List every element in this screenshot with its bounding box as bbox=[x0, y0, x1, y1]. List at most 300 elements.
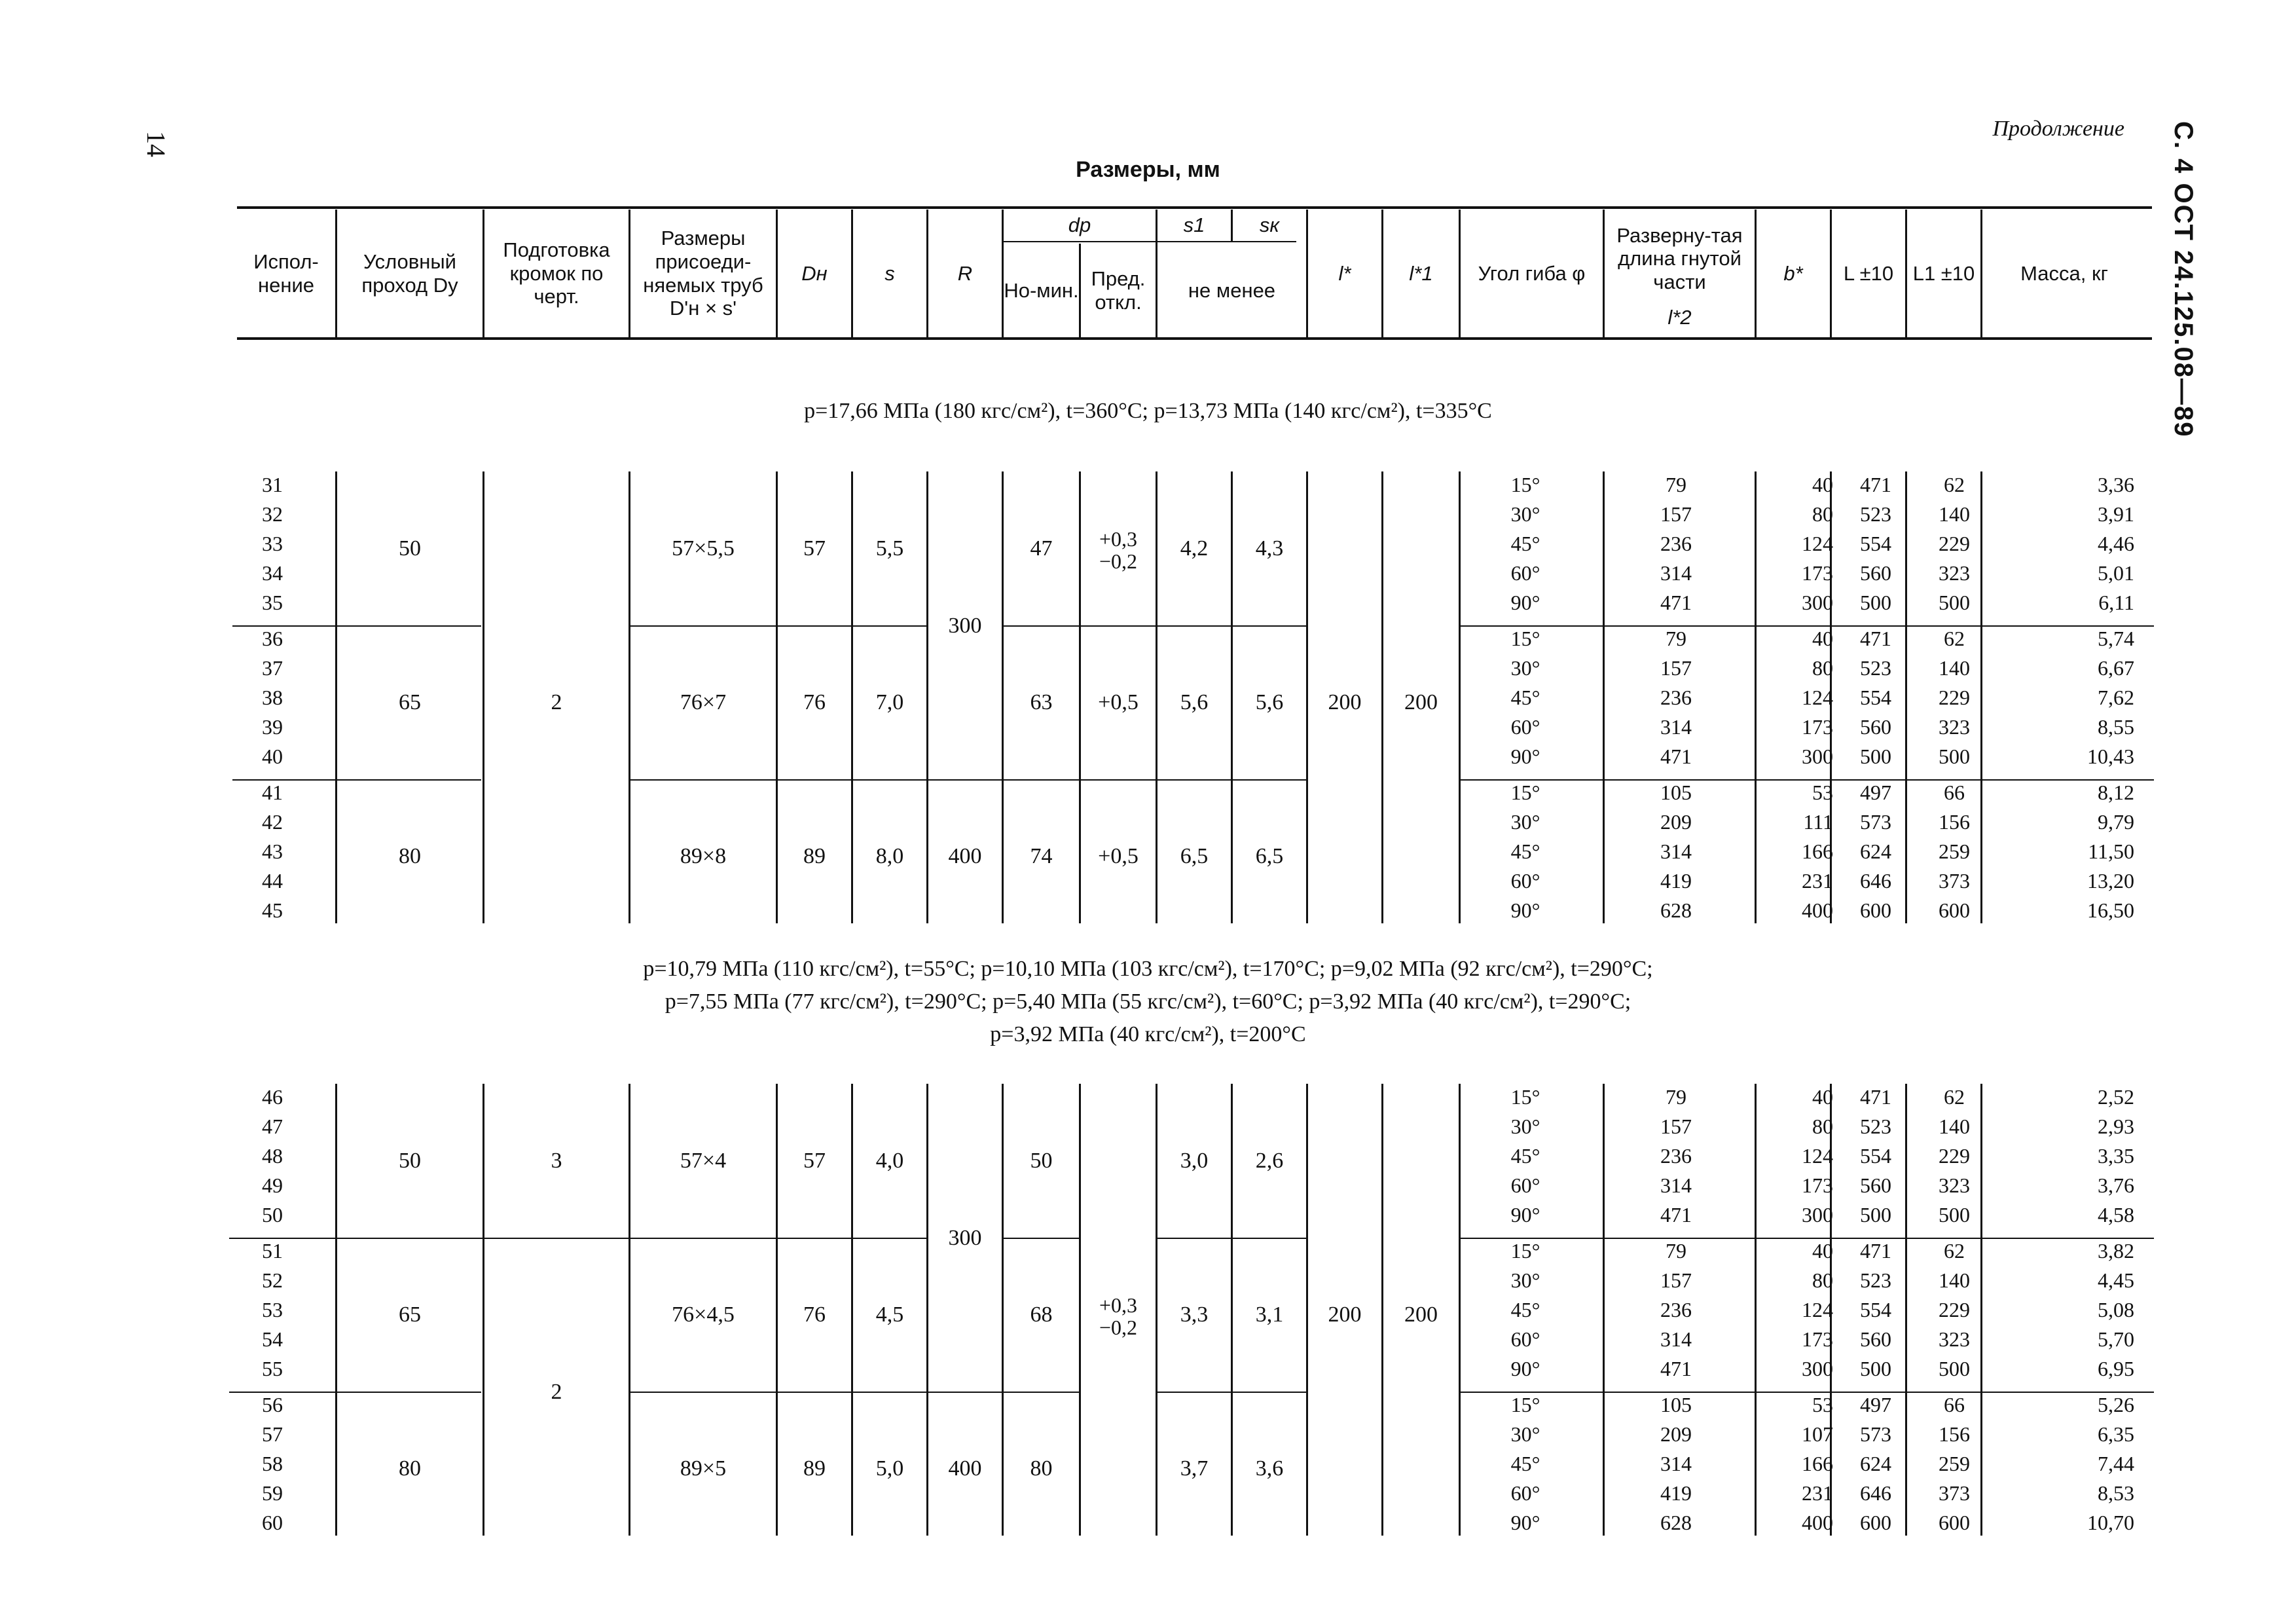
pipe-dims-89x5: 89×5 bbox=[680, 1456, 727, 1481]
dy-80: 80 bbox=[399, 1456, 421, 1481]
R-400: 400 bbox=[948, 844, 982, 868]
mass-value: 3,91 bbox=[2098, 502, 2134, 526]
b-value: 173 bbox=[1802, 561, 1833, 585]
header-execution: Испол-нение bbox=[253, 249, 319, 297]
table-row bbox=[0, 1390, 2296, 1420]
dy-80: 80 bbox=[399, 844, 421, 868]
L-value: 500 bbox=[1860, 1357, 1891, 1380]
execution-number: 54 bbox=[262, 1327, 283, 1351]
s-4.0: 4,0 bbox=[875, 1149, 904, 1173]
bend-angle: 45° bbox=[1510, 1452, 1540, 1475]
header-R: R bbox=[957, 261, 973, 285]
L-value: 500 bbox=[1860, 591, 1891, 614]
b-value: 300 bbox=[1802, 745, 1833, 768]
b-value: 166 bbox=[1802, 1452, 1833, 1475]
sk-3.6: 3,6 bbox=[1255, 1456, 1284, 1481]
mass-value: 3,82 bbox=[2098, 1239, 2134, 1263]
s-4.5: 4,5 bbox=[875, 1302, 904, 1327]
dp-47: 47 bbox=[1030, 536, 1053, 561]
s1-5.6: 5,6 bbox=[1180, 690, 1209, 714]
s1-6.5: 6,5 bbox=[1180, 844, 1209, 868]
header-s: s bbox=[884, 261, 895, 285]
unfolded-length: 314 bbox=[1660, 1327, 1692, 1351]
execution-number: 48 bbox=[262, 1144, 283, 1168]
L1-value: 62 bbox=[1944, 627, 1965, 650]
L1-value: 140 bbox=[1939, 1268, 1970, 1292]
table-row bbox=[0, 624, 2296, 654]
bend-angle: 30° bbox=[1510, 1268, 1540, 1292]
R-400: 400 bbox=[948, 1456, 982, 1481]
unfolded-length: 314 bbox=[1660, 1173, 1692, 1197]
bend-angle: 45° bbox=[1510, 840, 1540, 863]
header-pipe-dims: Размеры присоеди-няемых труб D'н × s' bbox=[643, 227, 763, 320]
execution-number: 50 bbox=[262, 1203, 283, 1227]
b-value: 124 bbox=[1802, 1298, 1833, 1321]
header-dp-tolerance: Пред. откл. bbox=[1091, 267, 1146, 314]
header-nominal-bore: Условный проход Dу bbox=[361, 249, 458, 297]
L-value: 624 bbox=[1860, 1452, 1891, 1475]
header-dp-nominal: Но-мин. bbox=[1004, 278, 1079, 302]
mass-value: 3,36 bbox=[2098, 473, 2134, 496]
L-value: 471 bbox=[1860, 627, 1891, 650]
header-l: l* bbox=[1338, 261, 1351, 285]
bend-angle: 45° bbox=[1510, 686, 1540, 709]
dn-57: 57 bbox=[803, 1149, 826, 1173]
execution-number: 58 bbox=[262, 1452, 283, 1475]
unfolded-length: 157 bbox=[1660, 1268, 1692, 1292]
dn-89: 89 bbox=[803, 844, 826, 868]
execution-number: 38 bbox=[262, 686, 283, 709]
section2-condition-line3: p=3,92 МПа (40 кгс/см²), t=200°С bbox=[990, 1022, 1306, 1046]
L-value: 554 bbox=[1860, 1144, 1891, 1168]
table-row bbox=[0, 1200, 2296, 1230]
L1-value: 600 bbox=[1939, 898, 1970, 922]
mass-value: 6,67 bbox=[2098, 656, 2134, 680]
L-value: 646 bbox=[1860, 869, 1891, 893]
unfolded-length: 419 bbox=[1660, 869, 1692, 893]
L1-value: 229 bbox=[1939, 532, 1970, 555]
header-l1: l*1 bbox=[1409, 261, 1433, 285]
mass-value: 5,70 bbox=[2098, 1327, 2134, 1351]
L-value: 497 bbox=[1860, 1393, 1891, 1416]
mass-value: 10,70 bbox=[2087, 1511, 2134, 1534]
bend-angle: 15° bbox=[1510, 1085, 1540, 1109]
b-value: 53 bbox=[1812, 781, 1833, 804]
sk-4.3: 4,3 bbox=[1255, 536, 1284, 561]
bend-angle: 30° bbox=[1510, 1422, 1540, 1446]
L1-value: 373 bbox=[1939, 1481, 1970, 1505]
b-value: 231 bbox=[1802, 1481, 1833, 1505]
unfolded-length: 236 bbox=[1660, 532, 1692, 555]
header-b: b* bbox=[1783, 261, 1803, 285]
L1-value: 500 bbox=[1939, 745, 1970, 768]
L1-value: 156 bbox=[1939, 810, 1970, 834]
L-value: 560 bbox=[1860, 561, 1891, 585]
mass-value: 16,50 bbox=[2087, 898, 2134, 922]
execution-number: 36 bbox=[262, 627, 283, 650]
L1-value: 323 bbox=[1939, 1173, 1970, 1197]
bend-angle: 15° bbox=[1510, 1239, 1540, 1263]
header-L: L ±10 bbox=[1843, 261, 1894, 285]
L1-value: 500 bbox=[1939, 1203, 1970, 1227]
header-top-rule bbox=[237, 206, 2152, 209]
execution-number: 47 bbox=[262, 1115, 283, 1138]
dp-74: 74 bbox=[1030, 844, 1053, 868]
b-value: 400 bbox=[1802, 898, 1833, 922]
R-300: 300 bbox=[948, 1226, 982, 1250]
s-5.0: 5,0 bbox=[875, 1456, 904, 1481]
execution-number: 32 bbox=[262, 502, 283, 526]
bend-angle: 45° bbox=[1510, 532, 1540, 555]
dp-63: 63 bbox=[1030, 690, 1053, 714]
b-value: 80 bbox=[1812, 1268, 1833, 1292]
s1-4.2: 4,2 bbox=[1180, 536, 1209, 561]
pipe-dims-57x4: 57×4 bbox=[680, 1149, 727, 1173]
bend-angle: 90° bbox=[1510, 1357, 1540, 1380]
mass-value: 7,44 bbox=[2098, 1452, 2134, 1475]
b-value: 124 bbox=[1802, 1144, 1833, 1168]
mass-value: 9,79 bbox=[2098, 810, 2134, 834]
pipe-dims-89x8: 89×8 bbox=[680, 844, 727, 868]
s-7.0: 7,0 bbox=[875, 690, 904, 714]
dy-65: 65 bbox=[399, 1302, 421, 1327]
execution-number: 35 bbox=[262, 591, 283, 614]
bend-angle: 90° bbox=[1510, 1203, 1540, 1227]
unfolded-length: 471 bbox=[1660, 745, 1692, 768]
bend-angle: 45° bbox=[1510, 1144, 1540, 1168]
L1-value: 323 bbox=[1939, 561, 1970, 585]
b-value: 166 bbox=[1802, 840, 1833, 863]
L1-value: 62 bbox=[1944, 473, 1965, 496]
b-value: 300 bbox=[1802, 591, 1833, 614]
mass-value: 10,43 bbox=[2087, 745, 2134, 768]
L1-value: 259 bbox=[1939, 1452, 1970, 1475]
mass-value: 7,62 bbox=[2098, 686, 2134, 709]
table-row bbox=[0, 1236, 2296, 1266]
execution-number: 40 bbox=[262, 745, 283, 768]
page-number: 14 bbox=[141, 131, 171, 157]
bend-angle: 60° bbox=[1510, 1481, 1540, 1505]
execution-number: 41 bbox=[262, 781, 283, 804]
unfolded-length: 105 bbox=[1660, 781, 1692, 804]
dn-76: 76 bbox=[803, 690, 826, 714]
execution-number: 55 bbox=[262, 1357, 283, 1380]
L1-value: 140 bbox=[1939, 502, 1970, 526]
edge-prep-2: 2 bbox=[551, 1380, 562, 1404]
L-value: 471 bbox=[1860, 473, 1891, 496]
bend-angle: 30° bbox=[1510, 656, 1540, 680]
dy-50: 50 bbox=[399, 536, 421, 561]
b-value: 107 bbox=[1802, 1422, 1833, 1446]
header-L1: L1 ±10 bbox=[1912, 261, 1975, 285]
L-value: 560 bbox=[1860, 1327, 1891, 1351]
b-value: 400 bbox=[1802, 1511, 1833, 1534]
table-row bbox=[0, 1082, 2296, 1112]
tol-bottom: −0,2 bbox=[1099, 549, 1138, 573]
table-row bbox=[0, 1112, 2296, 1141]
unfolded-length: 471 bbox=[1660, 1203, 1692, 1227]
unfolded-length: 209 bbox=[1660, 810, 1692, 834]
s-8.0: 8,0 bbox=[875, 844, 904, 868]
bend-angle: 60° bbox=[1510, 715, 1540, 739]
execution-number: 42 bbox=[262, 810, 283, 834]
b-value: 173 bbox=[1802, 1327, 1833, 1351]
b-value: 80 bbox=[1812, 502, 1833, 526]
dn-76: 76 bbox=[803, 1302, 826, 1327]
execution-number: 43 bbox=[262, 840, 283, 863]
bend-angle: 30° bbox=[1510, 1115, 1540, 1138]
b-value: 80 bbox=[1812, 656, 1833, 680]
section2-condition-line2: p=7,55 МПа (77 кгс/см²), t=290°С; p=5,40 МПа (55 кгс/см²), t=60°С; p=3,92 МПа (40 кгс/см²), t=290°С; bbox=[665, 989, 1631, 1014]
table-row bbox=[0, 500, 2296, 529]
table-row bbox=[0, 654, 2296, 683]
bend-angle: 30° bbox=[1510, 502, 1540, 526]
execution-number: 45 bbox=[262, 898, 283, 922]
unfolded-length: 79 bbox=[1666, 627, 1686, 650]
unfolded-length: 157 bbox=[1660, 656, 1692, 680]
b-value: 124 bbox=[1802, 532, 1833, 555]
b-value: 300 bbox=[1802, 1203, 1833, 1227]
L-value: 523 bbox=[1860, 502, 1891, 526]
L-value: 624 bbox=[1860, 840, 1891, 863]
header-edge-prep: Подготовка кромок по черт. bbox=[503, 238, 610, 308]
s-5.5: 5,5 bbox=[875, 536, 904, 561]
l-200: 200 bbox=[1328, 1302, 1362, 1327]
s1-3.7: 3,7 bbox=[1180, 1456, 1209, 1481]
section1-condition: p=17,66 МПа (180 кгс/см²), t=360°С; p=13,73 МПа (140 кгс/см²), t=335°С bbox=[804, 399, 1492, 423]
unfolded-length: 105 bbox=[1660, 1393, 1692, 1416]
header-bottom-rule bbox=[237, 337, 2152, 340]
edge-prep-2: 2 bbox=[551, 690, 562, 714]
table-title: Размеры, мм bbox=[1076, 157, 1220, 182]
L1-value: 62 bbox=[1944, 1239, 1965, 1263]
L-value: 560 bbox=[1860, 1173, 1891, 1197]
pipe-dims-57x5.5: 57×5,5 bbox=[672, 536, 735, 561]
tol-0.5: +0,5 bbox=[1098, 690, 1139, 714]
b-value: 40 bbox=[1812, 1085, 1833, 1109]
unfolded-length: 157 bbox=[1660, 1115, 1692, 1138]
unfolded-length: 314 bbox=[1660, 561, 1692, 585]
mass-value: 4,45 bbox=[2098, 1268, 2134, 1292]
dn-89: 89 bbox=[803, 1456, 826, 1481]
L1-value: 62 bbox=[1944, 1085, 1965, 1109]
unfolded-length: 209 bbox=[1660, 1422, 1692, 1446]
b-value: 300 bbox=[1802, 1357, 1833, 1380]
L1-value: 500 bbox=[1939, 591, 1970, 614]
pipe-dims-76x7: 76×7 bbox=[680, 690, 727, 714]
bend-angle: 15° bbox=[1510, 473, 1540, 496]
mass-value: 13,20 bbox=[2087, 869, 2134, 893]
tol-bottom: −0,2 bbox=[1099, 1316, 1138, 1339]
execution-number: 56 bbox=[262, 1393, 283, 1416]
L1-value: 323 bbox=[1939, 715, 1970, 739]
L-value: 523 bbox=[1860, 1268, 1891, 1292]
execution-number: 59 bbox=[262, 1481, 283, 1505]
L1-value: 323 bbox=[1939, 1327, 1970, 1351]
L-value: 554 bbox=[1860, 686, 1891, 709]
dp-68: 68 bbox=[1030, 1302, 1053, 1327]
header-sk: sк bbox=[1259, 213, 1280, 237]
mass-value: 6,11 bbox=[2098, 591, 2134, 614]
unfolded-length: 628 bbox=[1660, 898, 1692, 922]
unfolded-length: 314 bbox=[1660, 715, 1692, 739]
table-row bbox=[0, 807, 2296, 837]
tol-top: +0,3 bbox=[1099, 527, 1138, 551]
execution-number: 34 bbox=[262, 561, 283, 585]
L1-value: 500 bbox=[1939, 1357, 1970, 1380]
unfolded-length: 79 bbox=[1666, 1239, 1686, 1263]
header-angle: Угол гиба φ bbox=[1478, 261, 1586, 285]
L1-value: 373 bbox=[1939, 869, 1970, 893]
execution-number: 51 bbox=[262, 1239, 283, 1263]
L1-value: 229 bbox=[1939, 1298, 1970, 1321]
L-value: 471 bbox=[1860, 1239, 1891, 1263]
mass-value: 4,58 bbox=[2098, 1203, 2134, 1227]
L-value: 646 bbox=[1860, 1481, 1891, 1505]
L-value: 500 bbox=[1860, 745, 1891, 768]
execution-number: 49 bbox=[262, 1173, 283, 1197]
pipe-dims-76x4.5: 76×4,5 bbox=[672, 1302, 735, 1327]
table-row bbox=[0, 470, 2296, 500]
mass-value: 11,50 bbox=[2088, 840, 2134, 863]
edge-prep-3: 3 bbox=[551, 1149, 562, 1173]
L1-value: 140 bbox=[1939, 656, 1970, 680]
bend-angle: 60° bbox=[1510, 869, 1540, 893]
tol-top: +0,3 bbox=[1099, 1293, 1138, 1317]
L-value: 573 bbox=[1860, 810, 1891, 834]
sk-5.6: 5,6 bbox=[1255, 690, 1284, 714]
unfolded-length: 314 bbox=[1660, 1452, 1692, 1475]
bend-angle: 15° bbox=[1510, 781, 1540, 804]
unfolded-length: 157 bbox=[1660, 502, 1692, 526]
b-value: 111 bbox=[1803, 810, 1833, 834]
b-value: 124 bbox=[1802, 686, 1833, 709]
table-row bbox=[0, 1354, 2296, 1384]
L1-value: 259 bbox=[1939, 840, 1970, 863]
L1-value: 229 bbox=[1939, 1144, 1970, 1168]
header-unfolded-length: Разверну-тая длина гнутой части bbox=[1616, 223, 1743, 293]
bend-angle: 15° bbox=[1510, 1393, 1540, 1416]
execution-number: 39 bbox=[262, 715, 283, 739]
dy-50: 50 bbox=[399, 1149, 421, 1173]
L1-value: 66 bbox=[1944, 1393, 1965, 1416]
b-value: 40 bbox=[1812, 1239, 1833, 1263]
dy-65: 65 bbox=[399, 690, 421, 714]
header-dn: Dн bbox=[801, 261, 828, 285]
unfolded-length: 236 bbox=[1660, 1144, 1692, 1168]
mass-value: 5,01 bbox=[2098, 561, 2134, 585]
table-row bbox=[0, 1508, 2296, 1538]
sk-3.1: 3,1 bbox=[1255, 1302, 1284, 1327]
table-row bbox=[0, 778, 2296, 807]
execution-number: 33 bbox=[262, 532, 283, 555]
unfolded-length: 314 bbox=[1660, 840, 1692, 863]
header-mass: Масса, кг bbox=[2020, 261, 2108, 285]
unfolded-length: 236 bbox=[1660, 1298, 1692, 1321]
b-value: 40 bbox=[1812, 473, 1833, 496]
standard-header: С. 4 ОСТ 24.125.08—89 bbox=[2169, 121, 2198, 438]
header-sub-rule bbox=[1002, 241, 1296, 242]
execution-number: 57 bbox=[262, 1422, 283, 1446]
tol-0.5: +0,5 bbox=[1098, 844, 1139, 868]
execution-number: 46 bbox=[262, 1085, 283, 1109]
mass-value: 8,53 bbox=[2098, 1481, 2134, 1505]
table-row bbox=[0, 896, 2296, 925]
L-value: 471 bbox=[1860, 1085, 1891, 1109]
dp-80: 80 bbox=[1030, 1456, 1053, 1481]
mass-value: 6,35 bbox=[2098, 1422, 2134, 1446]
L-value: 560 bbox=[1860, 715, 1891, 739]
b-value: 80 bbox=[1812, 1115, 1833, 1138]
mass-value: 8,12 bbox=[2098, 781, 2134, 804]
execution-number: 60 bbox=[262, 1511, 283, 1534]
header-s1: s1 bbox=[1183, 213, 1205, 237]
table-row bbox=[0, 742, 2296, 771]
l1-200: 200 bbox=[1404, 1302, 1438, 1327]
sk-6.5: 6,5 bbox=[1255, 844, 1284, 868]
mass-value: 5,26 bbox=[2098, 1393, 2134, 1416]
L1-value: 66 bbox=[1944, 781, 1965, 804]
L-value: 573 bbox=[1860, 1422, 1891, 1446]
execution-number: 44 bbox=[262, 869, 283, 893]
bend-angle: 45° bbox=[1510, 1298, 1540, 1321]
L-value: 500 bbox=[1860, 1203, 1891, 1227]
bend-angle: 30° bbox=[1510, 810, 1540, 834]
bend-angle: 90° bbox=[1510, 591, 1540, 614]
L-value: 554 bbox=[1860, 1298, 1891, 1321]
L-value: 523 bbox=[1860, 1115, 1891, 1138]
mass-value: 5,74 bbox=[2098, 627, 2134, 650]
L-value: 554 bbox=[1860, 532, 1891, 555]
mass-value: 5,08 bbox=[2098, 1298, 2134, 1321]
execution-number: 37 bbox=[262, 656, 283, 680]
L-value: 497 bbox=[1860, 781, 1891, 804]
unfolded-length: 471 bbox=[1660, 591, 1692, 614]
mass-value: 8,55 bbox=[2098, 715, 2134, 739]
table-row bbox=[0, 1266, 2296, 1295]
bend-angle: 90° bbox=[1510, 898, 1540, 922]
mass-value: 3,35 bbox=[2098, 1144, 2134, 1168]
dp-50: 50 bbox=[1030, 1149, 1053, 1173]
l-200: 200 bbox=[1328, 690, 1362, 714]
L1-value: 229 bbox=[1939, 686, 1970, 709]
header-l2: l*2 bbox=[1667, 306, 1692, 329]
s1-3.0: 3,0 bbox=[1180, 1149, 1209, 1173]
s1-3.3: 3,3 bbox=[1180, 1302, 1209, 1327]
execution-number: 52 bbox=[262, 1268, 283, 1292]
execution-number: 53 bbox=[262, 1298, 283, 1321]
l1-200: 200 bbox=[1404, 690, 1438, 714]
L-value: 523 bbox=[1860, 656, 1891, 680]
R-300: 300 bbox=[948, 614, 982, 638]
L1-value: 600 bbox=[1939, 1511, 1970, 1534]
b-value: 173 bbox=[1802, 1173, 1833, 1197]
unfolded-length: 236 bbox=[1660, 686, 1692, 709]
mass-value: 3,76 bbox=[2098, 1173, 2134, 1197]
bend-angle: 90° bbox=[1510, 745, 1540, 768]
dn-57: 57 bbox=[803, 536, 826, 561]
unfolded-length: 79 bbox=[1666, 1085, 1686, 1109]
header-dp: dр bbox=[1068, 213, 1091, 237]
bend-angle: 15° bbox=[1510, 627, 1540, 650]
L1-value: 156 bbox=[1939, 1422, 1970, 1446]
b-value: 40 bbox=[1812, 627, 1833, 650]
L-value: 600 bbox=[1860, 1511, 1891, 1534]
bend-angle: 60° bbox=[1510, 1327, 1540, 1351]
header-not-less: не менее bbox=[1188, 278, 1276, 302]
execution-number: 31 bbox=[262, 473, 283, 496]
unfolded-length: 79 bbox=[1666, 473, 1686, 496]
